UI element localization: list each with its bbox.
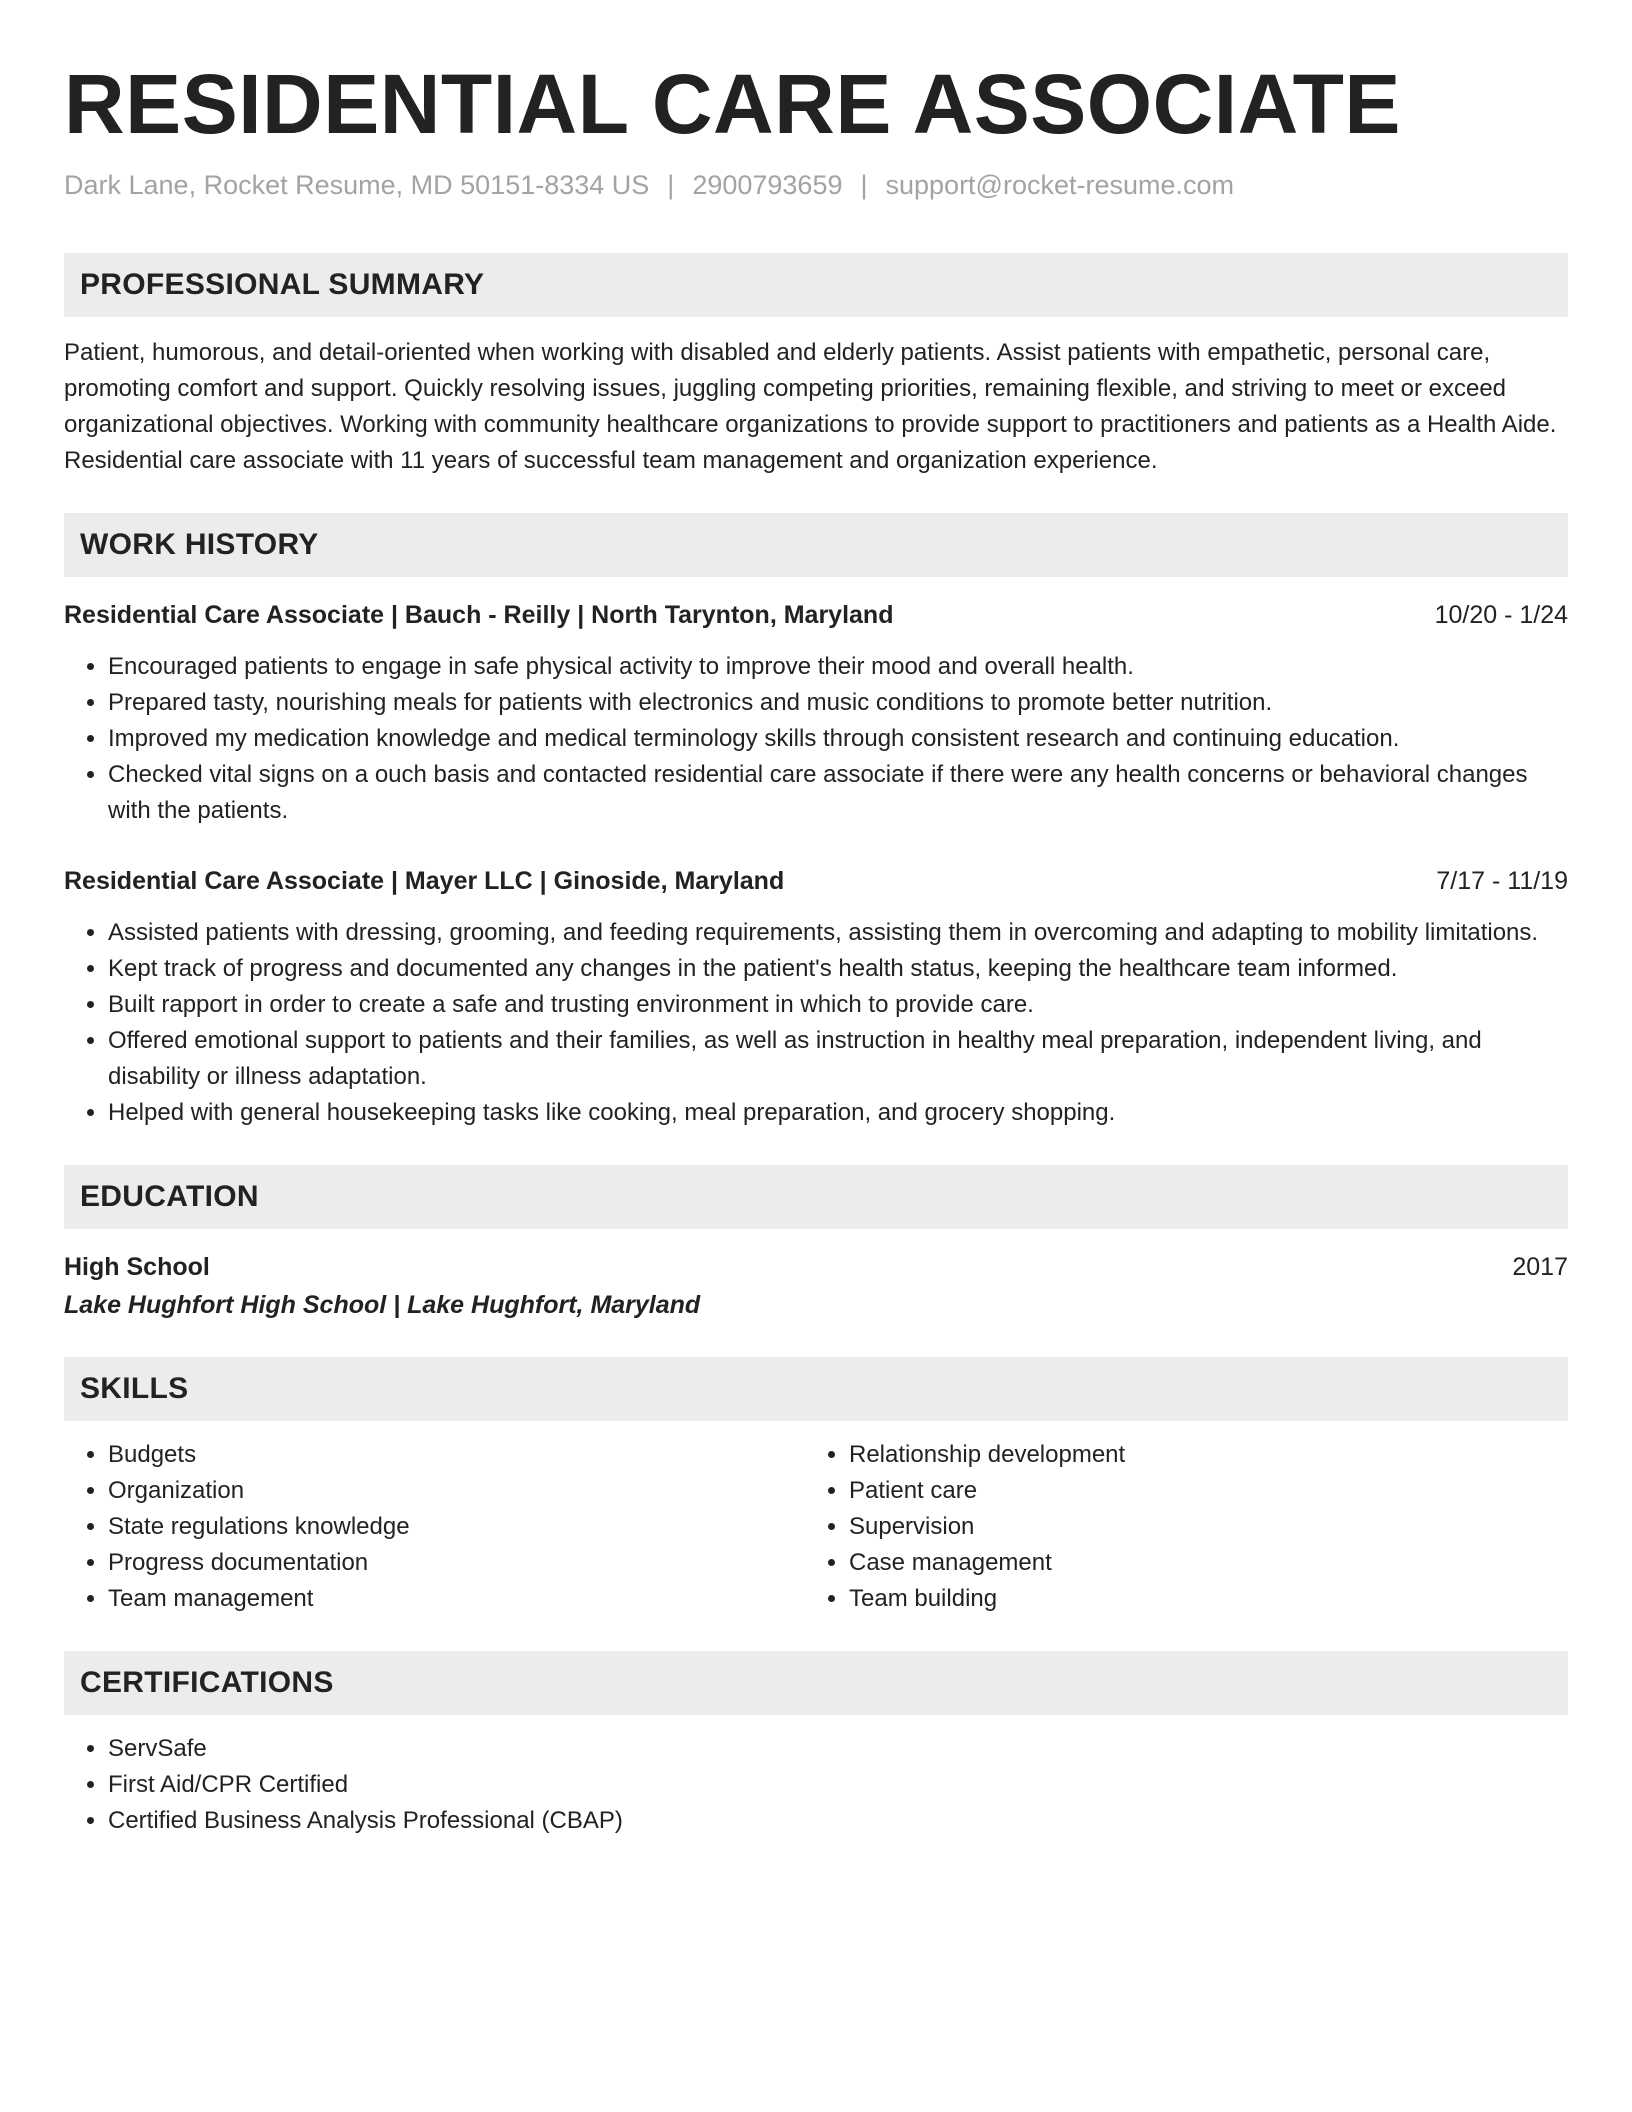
section-heading: WORK HISTORY [64, 513, 1568, 577]
work-history-section [64, 513, 1568, 1131]
list-item: • Helped with general housekeeping tasks like cooking, meal preparation, and grocery shopping. [108, 1095, 1568, 1131]
list-item: • Supervision [849, 1509, 1568, 1545]
list-item: • Team building [849, 1581, 1568, 1617]
list-item: • Improved my medication knowledge and medical terminology skills through consistent research and continuing education. [108, 721, 1568, 757]
education-degree: High School [64, 1253, 210, 1282]
education-header [64, 1249, 1568, 1285]
education-entry [64, 1249, 1568, 1323]
list-item: • Budgets [108, 1437, 805, 1473]
job-header [64, 597, 1568, 633]
job-dates: 10/20 - 1/24 [1434, 601, 1568, 630]
contact-separator: | [667, 170, 675, 201]
certifications-list [64, 1731, 1568, 1839]
section-heading: CERTIFICATIONS [64, 1651, 1568, 1715]
list-item: • Checked vital signs on a ouch basis and contacted residential care associate if there were any health concerns or behavioral changes with the patients. [108, 757, 1568, 829]
list-item: • Built rapport in order to create a safe and trusting environment in which to provide care. [108, 987, 1568, 1023]
job-entry [64, 863, 1568, 1131]
list-item: • Kept track of progress and documented any changes in the patient's health status, keeping the healthcare team informed. [108, 951, 1568, 987]
contact-address: Dark Lane, Rocket Resume, MD 50151-8334 US [64, 170, 650, 201]
job-entry [64, 597, 1568, 829]
contact-phone: 2900793659 [692, 170, 843, 201]
section-heading: PROFESSIONAL SUMMARY [64, 253, 1568, 317]
section-heading: EDUCATION [64, 1165, 1568, 1229]
skills-left-column [64, 1437, 805, 1617]
education-school: Lake Hughfort High School | Lake Hughfort, Maryland [64, 1291, 701, 1320]
list-item: • Assisted patients with dressing, grooming, and feeding requirements, assisting them in overcoming and adapting to mobility limitations. [108, 915, 1568, 951]
list-item: • State regulations knowledge [108, 1509, 805, 1545]
job-title: Residential Care Associate | Bauch - Reilly | North Tarynton, Maryland [64, 601, 894, 630]
list-item: • Certified Business Analysis Professional (CBAP) [108, 1803, 1568, 1839]
education-section [64, 1165, 1568, 1323]
list-item: • Offered emotional support to patients and their families, as well as instruction in healthy meal preparation, independent living, and disability or illness adaptation. [108, 1023, 1568, 1095]
contact-separator: | [860, 170, 868, 201]
summary-section [64, 253, 1568, 479]
list-item: • Prepared tasty, nourishing meals for patients with electronics and music conditions to promote better nutrition. [108, 685, 1568, 721]
resume-name: RESIDENTIAL CARE ASSOCIATE [64, 57, 1401, 151]
list-item: • Team management [108, 1581, 805, 1617]
list-item: • Relationship development [849, 1437, 1568, 1473]
contact-line [64, 170, 1568, 201]
list-item: • Case management [849, 1545, 1568, 1581]
skills-section [64, 1357, 1568, 1617]
contact-email: support@rocket-resume.com [885, 170, 1235, 201]
list-item: • Encouraged patients to engage in safe physical activity to improve their mood and overall health. [108, 649, 1568, 685]
skills-right-column [805, 1437, 1568, 1617]
summary-text: Patient, humorous, and detail-oriented when working with disabled and elderly patients. Assist patients with empathetic, personal care, promoting comfort and support. Quickly resolving issues, juggling competing priorities, remaining flexible, and striving to meet or exceed organizational objectives. Working with community healthcare organizations to provide support to practitioners and patients as a Health Aide. Residential care associate with 11 years of successful team management and organization experience. [64, 339, 1557, 475]
list-item: • Progress documentation [108, 1545, 805, 1581]
job-title: Residential Care Associate | Mayer LLC | Ginoside, Maryland [64, 867, 785, 896]
list-item: • Patient care [849, 1473, 1568, 1509]
job-header [64, 863, 1568, 899]
list-item: • ServSafe [108, 1731, 1568, 1767]
job-bullets [64, 915, 1568, 1131]
list-item: • First Aid/CPR Certified [108, 1767, 1568, 1803]
list-item: • Organization [108, 1473, 805, 1509]
certifications-section [64, 1651, 1568, 1839]
education-year: 2017 [1512, 1253, 1568, 1282]
job-bullets [64, 649, 1568, 829]
job-dates: 7/17 - 11/19 [1436, 867, 1568, 896]
section-heading: SKILLS [64, 1357, 1568, 1421]
skills-grid [64, 1437, 1568, 1617]
